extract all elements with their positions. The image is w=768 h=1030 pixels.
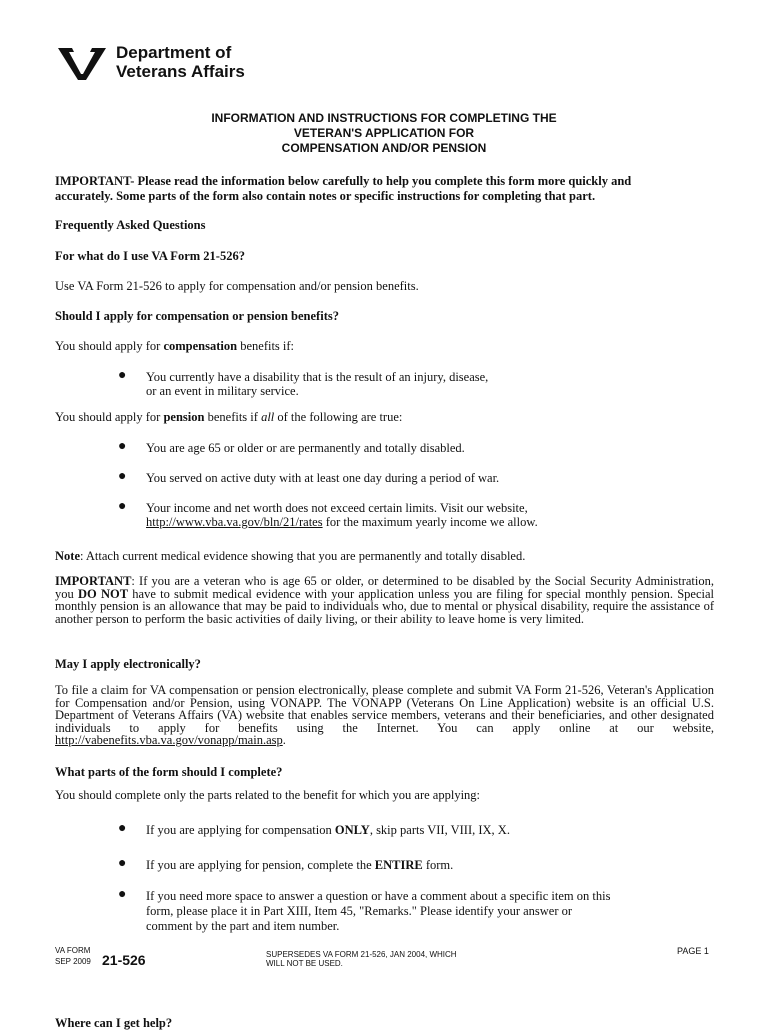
parts-bullet-pension: If you are applying for pension, complete the ENTIRE form. <box>146 858 454 872</box>
pension-bullet-income-line-2: http://www.vba.va.gov/bln/21/rates for the maximum yearly income we allow. <box>146 515 538 529</box>
pension-bullet-income-line-1: Your income and net worth does not exceed certain limits. Visit our website, <box>146 501 528 515</box>
doc-title-line-2: VETERAN'S APPLICATION FOR <box>293 126 475 140</box>
pension-bullet-age: You are age 65 or older or are permanently and totally disabled. <box>146 441 465 455</box>
comp-bullet-line-2: or an event in military service. <box>146 384 299 398</box>
va-seal-icon <box>56 42 108 82</box>
doc-title-line-1: INFORMATION AND INSTRUCTIONS FOR COMPLETING THE <box>211 111 557 125</box>
bullet-icon: ● <box>118 856 127 871</box>
important-intro-line-1: IMPORTANT- Please read the information below carefully to help you complete this form more quickly and <box>55 174 632 188</box>
parts-bullet-compensation: If you are applying for compensation ONLY, skip parts VII, VIII, IX, X. <box>146 823 510 837</box>
comp-criteria-intro: You should apply for compensation benefits if: <box>55 339 295 353</box>
va-logo <box>56 42 245 82</box>
parts-bullet-space-line-3: comment by the part and item number. <box>146 919 340 933</box>
logo-line-2: Veterans Affairs <box>116 62 245 81</box>
question-comp-or-pension: Should I apply for compensation or pension benefits? <box>55 309 339 323</box>
parts-bullet-space-line-2: form, please place it in Part XIII, Item 45, "Remarks." Please identify your answer or <box>146 904 573 918</box>
question-form-parts: What parts of the form should I complete? <box>55 765 283 779</box>
answer-form-use: Use VA Form 21-526 to apply for compensation and/or pension benefits. <box>55 279 419 293</box>
parts-bullet-space-line-1: If you need more space to answer a question or have a comment about a specific item on this <box>146 889 611 903</box>
footer-supersedes-line-2: WILL NOT BE USED. <box>266 959 343 968</box>
important-intro-line-2: accurately. Some parts of the form also contain notes or specific instructions for completing that part. <box>55 189 596 203</box>
footer-page-number: PAGE 1 <box>677 946 709 956</box>
note-medical-evidence: Note: Attach current medical evidence showing that you are permanently and totally disabled. <box>55 549 526 563</box>
bullet-icon: ● <box>118 887 127 902</box>
answer-form-parts: You should complete only the parts related to the benefit for which you are applying: <box>55 788 481 802</box>
footer-supersedes-line-1: SUPERSEDES VA FORM 21-526, JAN 2004, WHICH <box>266 950 457 959</box>
footer-va-form: VA FORM <box>55 946 91 955</box>
footer-date: SEP 2009 <box>55 957 91 966</box>
comp-bullet-line-1: You currently have a disability that is the result of an injury, disease, <box>146 370 489 384</box>
doc-title-line-3: COMPENSATION AND/OR PENSION <box>281 141 487 155</box>
footer-form-number: 21-526 <box>102 952 146 968</box>
question-form-use: For what do I use VA Form 21-526? <box>55 249 245 263</box>
pension-bullet-service: You served on active duty with at least one day during a period of war. <box>146 471 500 485</box>
bullet-icon: ● <box>118 821 127 836</box>
logo-line-1: Department of <box>116 43 232 62</box>
faq-heading: Frequently Asked Questions <box>55 218 206 232</box>
bullet-icon: ● <box>118 469 127 484</box>
bullet-icon: ● <box>118 439 127 454</box>
answer-electronic: To file a claim for VA compensation or pension electronically, please complete and submit VA Form 21-526, Veteran's Application for Compensation and/or Pension, using VONAPP. The VONAPP (Veterans On Line Application) website is an official U.S. Department of Veterans Affairs (VA) website that enables service members, veterans and their beneficiaries, and other designated individuals to apply for benefits using the Internet. You can apply online at our website, http://vabenefits.vba.va.gov/vonapp/main.asp. <box>55 683 714 747</box>
bullet-icon: ● <box>118 499 127 514</box>
question-where-help: Where can I get help? <box>55 1016 173 1030</box>
bullet-icon: ● <box>118 368 127 383</box>
rates-link[interactable]: http://www.vba.va.gov/bln/21/rates <box>146 515 323 529</box>
vonapp-link[interactable]: http://vabenefits.vba.va.gov/vonapp/main.asp <box>55 733 283 747</box>
pension-criteria-intro: You should apply for pension benefits if all of the following are true: <box>55 410 403 424</box>
question-electronic: May I apply electronically? <box>55 657 201 671</box>
important-medical-evidence: IMPORTANT: If you are a veteran who is age 65 or older, or determined to be disabled by the Social Security Administration, you DO NOT have to submit medical evidence with your application unless you are filing for special monthly pension. Special monthly pension is an allowance that may be paid to individuals who, due to mental or physical disability, require the assistance of another person to perform the basic activities of daily living, or their ability to leave home is very limited. <box>55 574 715 626</box>
